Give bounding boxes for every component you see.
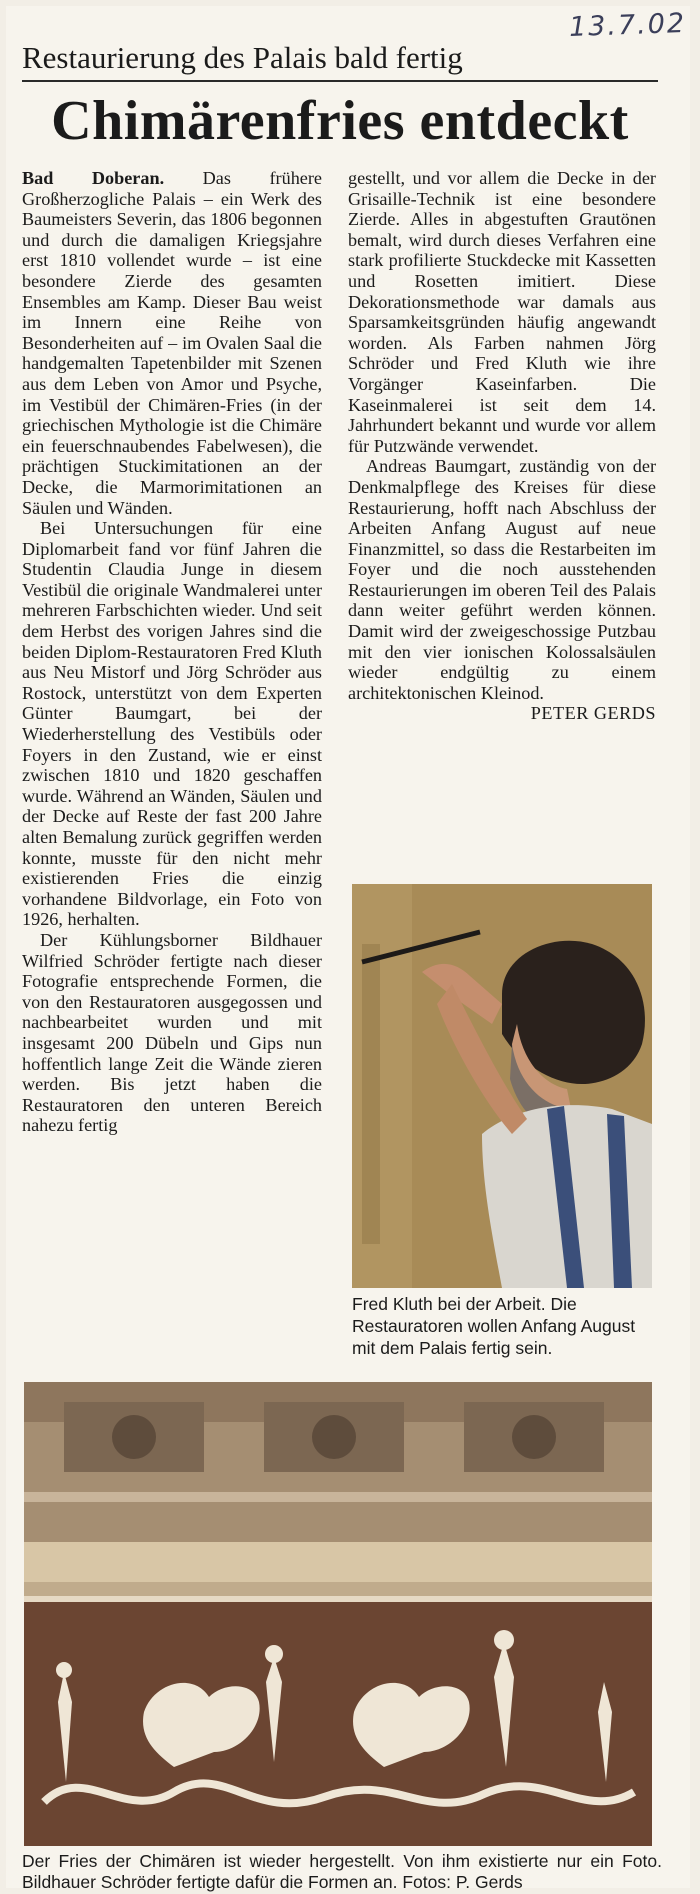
handwritten-date: 13.7.02 [568, 7, 687, 44]
photo-caption-2: Der Fries der Chimären ist wieder hergestellt. Von ihm existierte nur ein Foto. Bildhauer Schröder fertigte dafür die Formen an. Fotos: P. Gerds [22, 1851, 662, 1892]
paragraph-1-text: Das frühere Großherzogliche Palais – ein Werk des Baumeisters Severin, das 1806 begonnen und durch die damaligen Kriegsjahre erst 1810 vollendet wurde – ist eine besondere Zierde des gesamten Ensembles am Kamp. Dieser Bau weist im Innern eine Reihe von Besonderheiten auf – im Ovalen Saal die handgemalten Tapetenbilder mit Szenen aus dem Leben von Amor und Psyche, im Vestibül der Chimären-Fries (in der griechischen Mythologie ist die Chimäre ein feuerschnaubendes Fabelwesen), die prächtigen Stuckimitationen an der Decke, die Marmorimitationen an Säulen und Wänden. [22, 168, 322, 518]
article-kicker: Restaurierung des Palais bald fertig [22, 40, 658, 82]
paragraph-2: Bei Untersuchungen für eine Diplomarbeit fand vor fünf Jahren die Studentin Claudia Junge in diesem Vestibül die originale Wandmalerei unter mehreren Farbschichten wieder. Und seit dem Herbst des vorigen Jahres sind die beiden Diplom-Restauratoren Fred Kluth aus Neu Mistorf und Jörg Schröder aus Rostock, unterstützt von dem Experten Günter Baumgart, bei der Wiederherstellung des Vestibüls oder Foyers in den Zustand, wie er einst zwischen 1810 und 1820 geschaffen wurde. Während an Wänden, Säulen und der Decke auf Reste der fast 200 Jahre alten Bemalung zurück gegriffen werden konnte, musste für den nicht mehr existierenden Fries die einzig vorhandene Bildvorlage, ein Foto von 1926, herhalten. [22, 518, 322, 930]
paragraph-4: gestellt, und vor allem die Decke in der Grisaille-Technik ist eine besondere Zierde. Alles in abgestuften Grautönen bemalt, wird durch dieses Verfahren eine stark profilierte Stuckdecke mit Kassetten und Rosetten imitiert. Diese Dekorationsmethode war damals aus Sparsamkeitsgründen häufig angewandt worden. Als Farben nahmen Jörg Schröder und Fred Kluth wie ihre Vorgänger Kaseinfarben. Die Kaseinmalerei ist seit dem 14. Jahrhundert bekannt und wurde vor allem für Putzwände verwendet. [348, 168, 656, 456]
frieze-photo [24, 1382, 652, 1846]
restorer-photo [352, 884, 652, 1288]
restorer-illustration [352, 884, 652, 1288]
article-column-2 [348, 168, 656, 724]
dateline: Bad Doberan. [22, 168, 165, 188]
paragraph-5 [348, 456, 656, 724]
author-byline: PETER GERDS [530, 703, 656, 724]
article-headline: Chimärenfries entdeckt [51, 90, 629, 152]
chimera-frieze-illustration [24, 1382, 652, 1846]
article-column-1 [22, 168, 322, 1136]
paragraph-1 [22, 168, 322, 518]
paragraph-3: Der Kühlungsborner Bildhauer Wilfried Schröder fertigte nach dieser Fotografie entsprechende Formen, die von den Restauratoren ausgegossen und nachbearbeitet wurden und mit insgesamt 200 Dübeln und Gips nun hoffentlich lange Zeit die Wände zieren werden. Bis jetzt haben die Restauratoren den unteren Bereich nahezu fertig [22, 929, 322, 1136]
paragraph-5-text: Andreas Baumgart, zuständig von der Denkmalpflege des Kreises für diese Restaurierung, hofft nach Abschluss der Arbeiten Anfang August auf neue Finanzmittel, so dass die Restarbeiten im Foyer und die noch ausstehenden Restaurierungen im oberen Teil des Palais dann weiter geführt werden können. Damit wird der zweigeschossige Putzbau mit den vier ionischen Kolossalsäulen wieder endgültig zu einem architektonischen Kleinod. [348, 456, 656, 703]
photo-caption-1: Fred Kluth bei der Arbeit. Die Restauratoren wollen Anfang August mit dem Palais fertig sein. [352, 1294, 636, 1358]
